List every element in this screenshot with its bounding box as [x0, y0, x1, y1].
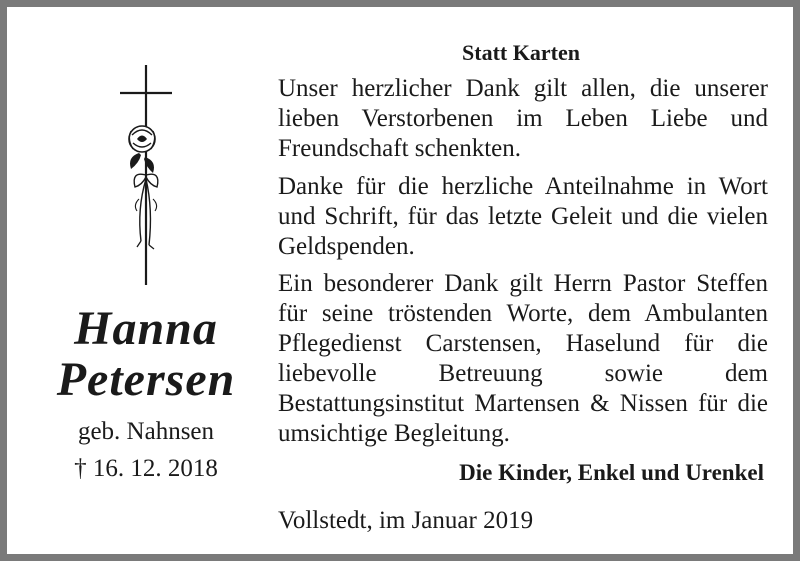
place-date: Vollstedt, im Januar 2019 — [278, 507, 534, 534]
birth-name: geb. Nahnsen — [77, 418, 215, 445]
deceased-last-name: Petersen — [56, 353, 236, 406]
thanks-paragraph-3: Ein besonderer Dank gilt Herrn Pastor Steffen für seine tröstenden Worte, dem Ambulanten Pflegedienst Carstensen, Haselund für die liebevolle Betreuung sowie dem Bestattungsinstitut Martensen & Nissen für die umsichtige Begleitung. — [278, 270, 768, 447]
cross-with-rose-icon — [109, 59, 184, 289]
deceased-first-name: Hanna — [74, 302, 218, 355]
notice-heading: Statt Karten — [462, 40, 580, 65]
thanks-paragraph-1: Unser herzlicher Dank gilt allen, die unserer lieben Verstorbenen im Leben Liebe und Freundschaft schenkten. — [278, 75, 768, 162]
signature: Die Kinder, Enkel und Urenkel — [459, 460, 764, 485]
death-date: † 16. 12. 2018 — [74, 455, 218, 482]
left-column — [21, 7, 271, 554]
thanks-paragraph-2: Danke für die herzliche Anteilnahme in Wort und Schrift, für das letzte Geleit und die vielen Geldspenden. — [278, 173, 768, 260]
